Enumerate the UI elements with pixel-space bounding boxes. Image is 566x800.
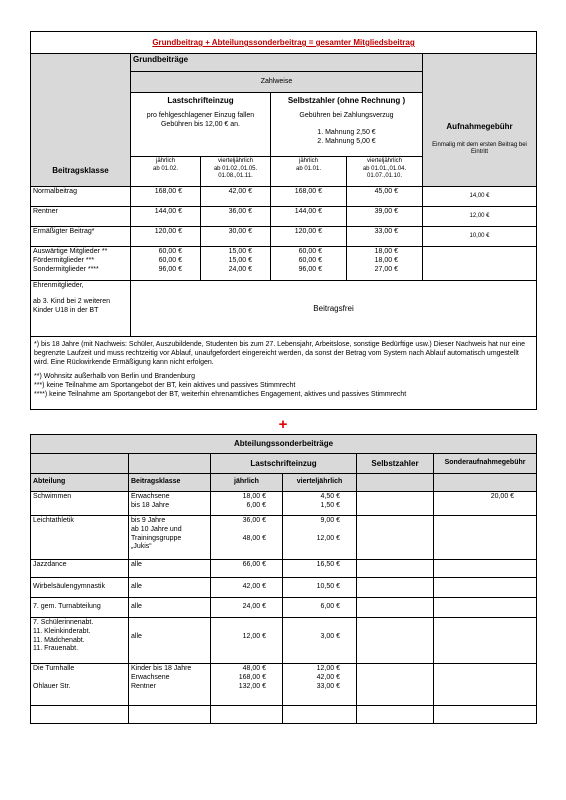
aufnahme-header: Aufnahmegebühr Einmalig mit dem ersten Beitrag bei Eintritt: [423, 93, 537, 187]
table-row: Normalbeitrag 168,00 € 42,00 € 168,00 € 45,00 € 14,00 €: [31, 187, 537, 207]
footnote-3: ***) keine Teilnahme am Sportangebot der BT, kein aktives und passives Stimmrecht: [34, 382, 296, 390]
beitragsklasse-header: Beitragsklasse: [31, 157, 131, 187]
ls-jaehrlich-header: jährlich ab 01.02.: [131, 157, 201, 187]
abteilungssonderbeitraege-table: [30, 434, 537, 724]
lastschrift-header: Lastschrifteinzug: [211, 454, 357, 474]
zahlweise-header: Zahlweise: [131, 72, 423, 93]
footnote-2: **) Wohnsitz außerhalb von Berlin und Brandenburg: [34, 373, 195, 381]
lastschrift-header: Lastschrifteinzug pro fehlgeschlagener Einzug fallen Gebühren bis 12,00 € an.: [131, 93, 271, 157]
footnote-4: ****) keine Teilnahme am Sportangebot der BT, weiterhin ehrenamtliches Engagement, aktives und passives Stimmrecht: [34, 391, 407, 399]
sz-viertel-header: vierteljährlich ab 01.01.,01.04. 01.07.,01.10.: [347, 157, 423, 187]
beitragsfrei-value: Beitragsfrei: [131, 281, 537, 337]
table-row: Jazzdance alle 66,00 € 16,50 €: [31, 560, 537, 578]
ehrenmitglieder-label: Ehrenmitglieder, ab 3. Kind bei 2 weiteren Kinder U18 in der BT: [31, 281, 131, 337]
abteilung-header: Abteilung: [31, 474, 129, 492]
table-row: Auswärtige Mitglieder ** Fördermitglieder *** Sondermitglieder **** 60,00 € 60,00 € 96,00 € 15,00 € 15,00 € 24,00 € 60,00 € 60,00 € 96,00 € 18,00 € 18,00 € 27,00 €: [31, 247, 537, 281]
sz-jaehrlich-header: jährlich ab 01.01.: [271, 157, 347, 187]
footnotes: [31, 337, 537, 410]
footnote-1: *) bis 18 Jahre (mit Nachweis: Schüler, Auszubildende, Studenten bis zum 27. Lebensjahr, Arbeitslose, sonstige Bedürftige usw.) Dieser Nachweis hat nur eine begrenzte Laufzeit und muss rechtzeitig vor Ablauf, unaufgefordert eingereicht werden, da sonst der Betrag vom System nach Ablauf automatisch umgestellt wird. Eine Rückwirkende Ermäßigung kann nicht erfolgen.: [34, 341, 526, 367]
page-title: Grundbeitrag + Abteilungssonderbeitrag = gesamter Mitgliedsbeitrag: [31, 32, 537, 54]
viertel-header: vierteljährlich: [283, 474, 357, 492]
table-row: Die Turnhalle Ohlauer Str. Kinder bis 18 Jahre Erwachsene Rentner 48,00 € 168,00 € 132,00 € 12,00 € 42,00 € 33,00 €: [31, 664, 537, 706]
beitragsklasse-header: Beitragsklasse: [129, 474, 211, 492]
section-title: Abteilungssonderbeiträge: [31, 435, 537, 454]
grundbeitraege-header: Grundbeiträge: [131, 54, 423, 72]
table-row: 7. Schülerinnenabt. 11. Kleinkinderabt. 11. Mädchenabt. 11. Frauenabt. alle 12,00 € 3,00 €: [31, 618, 537, 664]
ehrenmitglieder-row: [31, 281, 537, 337]
table-row: Leichtathletik bis 9 Jahre ab 10 Jahre und Trainingsgruppe „Jukis“ 36,00 € 48,00 € 9,00 € 12,00 €: [31, 516, 537, 560]
table-row: Wirbelsäulengymnastik alle 42,00 € 10,50 €: [31, 578, 537, 598]
grundbeitraege-table: [30, 31, 537, 410]
table-row: [31, 706, 537, 724]
table-row: Ermäßigter Beitrag* 120,00 € 30,00 € 120,00 € 33,00 € 10,00 €: [31, 227, 537, 247]
table-row: 7. gem. Turnabteilung alle 24,00 € 6,00 €: [31, 598, 537, 618]
selbstzahler-header: Selbstzahler: [357, 454, 434, 474]
ls-viertel-header: vierteljährlich ab 01.02.,01.05. 01.08.,01.11.: [201, 157, 271, 187]
table-row: Schwimmen Erwachsene bis 18 Jahre 18,00 € 6,00 € 4,50 € 1,50 € 20,00 €: [31, 492, 537, 516]
sonderaufnahme-header: Sonderaufnahmegebühr: [434, 454, 537, 474]
table-row: Rentner 144,00 € 36,00 € 144,00 € 39,00 € 12,00 €: [31, 207, 537, 227]
selbstzahler-header: Selbstzahler (ohne Rechnung ) Gebühren bei Zahlungsverzug 1. Mahnung 2,50 € 2. Mahnung 5,00 €: [271, 93, 423, 157]
plus-sign: +: [278, 416, 288, 433]
jaehrlich-header: jährlich: [211, 474, 283, 492]
